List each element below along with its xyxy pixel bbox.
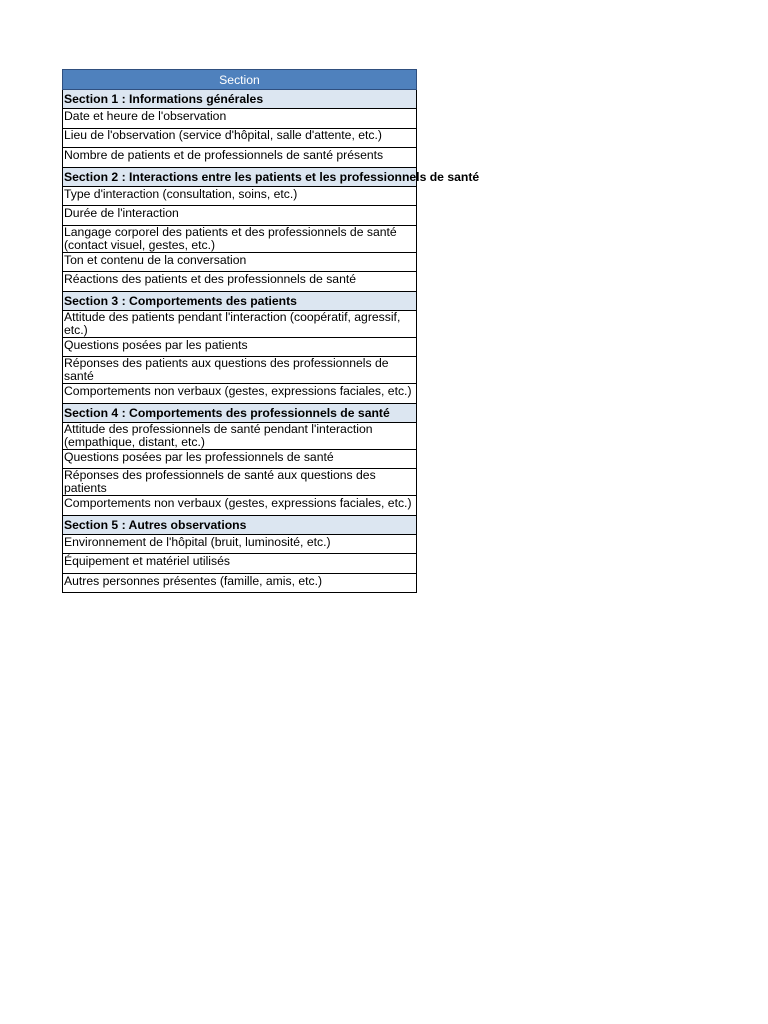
table-row — [63, 225, 417, 252]
item-cell: Réponses des professionnels de santé aux questions des patients — [63, 469, 417, 496]
section-heading-cell: Section 3 : Comportements des patients — [63, 291, 417, 310]
table-row — [63, 109, 417, 129]
table-row — [63, 128, 417, 148]
table-body — [63, 90, 480, 593]
section-row — [63, 403, 417, 422]
table-row — [63, 252, 417, 272]
item-cell: Réactions des patients et des professionnels de santé — [63, 272, 417, 292]
item-cell: Attitude des professionnels de santé pendant l'interaction (empathique, distant, etc.) — [63, 422, 417, 449]
table-row — [63, 357, 417, 384]
item-cell: Langage corporel des patients et des professionnels de santé (contact visuel, gestes, etc.) — [63, 225, 417, 252]
section-row — [63, 291, 417, 310]
section-heading-cell: Section 5 : Autres observations — [63, 515, 417, 534]
item-cell: Ton et contenu de la conversation — [63, 252, 417, 272]
section-heading-cell: Section 1 : Informations générales — [63, 90, 417, 109]
table-header-row — [63, 70, 417, 90]
section-heading-cell: Section 2 : Interactions entre les patients et les professionnels de santé — [63, 167, 417, 186]
section-row — [63, 515, 417, 534]
table-row — [63, 554, 417, 574]
item-cell: Durée de l'interaction — [63, 206, 417, 226]
table-row — [63, 573, 417, 593]
table-row — [63, 148, 417, 168]
item-cell: Réponses des patients aux questions des professionnels de santé — [63, 357, 417, 384]
item-cell: Lieu de l'observation (service d'hôpital, salle d'attente, etc.) — [63, 128, 417, 148]
table-row — [63, 384, 417, 404]
table-row — [63, 272, 417, 292]
item-cell: Type d'interaction (consultation, soins, etc.) — [63, 186, 417, 206]
table-row — [63, 337, 417, 357]
section-row — [63, 167, 417, 186]
observation-grid-table — [62, 69, 480, 593]
item-cell: Nombre de patients et de professionnels de santé présents — [63, 148, 417, 168]
item-cell: Environnement de l'hôpital (bruit, luminosité, etc.) — [63, 534, 417, 554]
table-row — [63, 186, 417, 206]
table-row — [63, 206, 417, 226]
item-cell: Questions posées par les professionnels de santé — [63, 449, 417, 469]
item-cell: Date et heure de l'observation — [63, 109, 417, 129]
item-cell: Attitude des patients pendant l'interaction (coopératif, agressif, etc.) — [63, 310, 417, 337]
section-row — [63, 90, 417, 109]
table-row — [63, 422, 417, 449]
table-row — [63, 310, 417, 337]
item-cell: Équipement et matériel utilisés — [63, 554, 417, 574]
column-header-section: Section — [63, 70, 417, 90]
item-cell: Autres personnes présentes (famille, amis, etc.) — [63, 573, 417, 593]
item-cell: Questions posées par les patients — [63, 337, 417, 357]
table-row — [63, 496, 417, 516]
table-row — [63, 469, 417, 496]
table-row — [63, 449, 417, 469]
item-cell: Comportements non verbaux (gestes, expressions faciales, etc.) — [63, 496, 417, 516]
section-heading-cell: Section 4 : Comportements des professionnels de santé — [63, 403, 417, 422]
table-row — [63, 534, 417, 554]
item-cell: Comportements non verbaux (gestes, expressions faciales, etc.) — [63, 384, 417, 404]
